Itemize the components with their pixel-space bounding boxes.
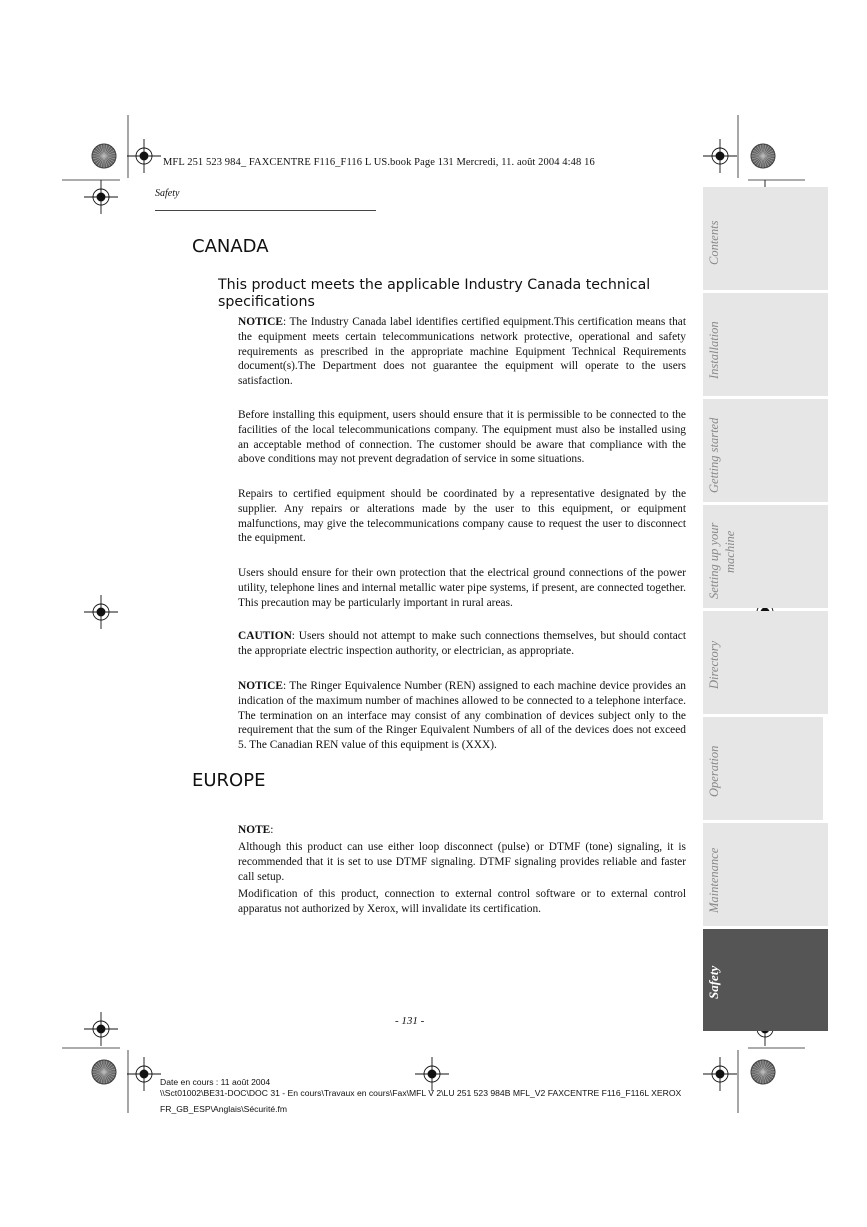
- section-title-canada: CANADA: [192, 236, 269, 257]
- caution-label: CAUTION: [238, 630, 292, 642]
- tab-getting-started[interactable]: [703, 399, 828, 502]
- rosette-mark: [751, 144, 775, 168]
- europe-note-heading: [238, 823, 686, 838]
- rosette-mark: [92, 1060, 116, 1084]
- tab-installation-label: Installation: [707, 321, 721, 379]
- tab-safety-label: Safety: [706, 965, 721, 999]
- crosshair-target-mark: [127, 139, 161, 173]
- rosette-mark: [751, 1060, 775, 1084]
- tab-contents-label: Contents: [707, 220, 721, 265]
- crosshair-target-mark: [84, 180, 118, 214]
- note-label: NOTE: [238, 824, 271, 836]
- canada-subtitle-line2: specifications: [218, 294, 315, 310]
- tab-contents[interactable]: [703, 187, 828, 290]
- tab-operation[interactable]: [703, 717, 823, 820]
- canada-repairs-paragraph: Repairs to certified equipment should be coordinated by a representative designated by the supplier. Any repairs or alterations made by the user to this equipment, or equipment malfunctions, may give the telecommunications company cause to request the user to disconnect the equipment.: [238, 488, 686, 545]
- tab-setting-up[interactable]: [703, 505, 828, 608]
- canada-ground-paragraph: Users should ensure for their own protection that the electrical ground connections of the power utility, telephone lines and internal metallic water pipe systems, if present, are connected together. This precaution may be particularly important in rural areas.: [238, 567, 686, 609]
- tab-directory[interactable]: [703, 611, 828, 714]
- tab-setting-up-label-1: Setting up your: [707, 522, 721, 599]
- crosshair-target-mark: [415, 1057, 449, 1091]
- ren-notice-text: : The Ringer Equivalence Number (REN) assigned to each machine device provides an indication of the maximum number of machines allowed to be connected to a telephone interface. The termination on an interface may consist of any combination of devices subject only to the requirement that the sum of the Ringer Equivalent Numbers of all of the devices does not exceed 5. The Canadian REN value of this equipment is (XXX).: [238, 680, 686, 752]
- notice-label: NOTICE: [238, 316, 283, 328]
- ren-notice-label: NOTICE: [238, 680, 283, 692]
- crosshair-target-mark: [84, 595, 118, 629]
- canada-notice-paragraph: [238, 315, 686, 389]
- notice-text: : The Industry Canada label identifies certified equipment.This certification means that the equipment meets certain telecommunications network protective, operational and safety requirements as prescribed in the appropriate machine Equipment Technical Requirements document(s).The Department does not guarantee the equipment will operate to the users satisfaction.: [238, 316, 686, 388]
- canada-ren-paragraph: [238, 679, 686, 753]
- canada-caution-paragraph: [238, 629, 686, 659]
- footer-date: Date en cours : 11 août 2004: [160, 1077, 271, 1087]
- section-title-europe: EUROPE: [192, 770, 266, 791]
- tab-setting-up-label-2: machine: [723, 530, 737, 573]
- crosshair-target-mark: [703, 1057, 737, 1091]
- tab-directory-label: Directory: [707, 640, 721, 689]
- crosshair-target-mark: [703, 139, 737, 173]
- tab-maintenance[interactable]: [703, 823, 828, 926]
- canada-installing-paragraph: Before installing this equipment, users should ensure that it is permissible to be connected to the facilities of the local telecommunications company. The equipment must also be installed using an acceptable method of connection. The customer should be aware that compliance with the above conditions may not prevent degradation of service in some situations.: [238, 409, 686, 466]
- header-rule: [155, 210, 376, 211]
- running-head: Safety: [155, 188, 180, 199]
- canada-subtitle-line1: This product meets the applicable Industry Canada technical: [218, 277, 651, 293]
- europe-signaling-paragraph: Although this product can use either loop disconnect (pulse) or DTMF (tone) signaling, it is recommended that it is set to use DTMF signaling. DTMF signaling provides reliable and faster call setup.: [238, 841, 686, 883]
- europe-modification-paragraph: Modification of this product, connection to external control software or to external control apparatus not authorized by Xerox, will invalidate its certification.: [238, 888, 686, 915]
- crosshair-target-mark: [84, 1012, 118, 1046]
- footer-file: FR_GB_ESP\Anglais\Sécurité.fm: [160, 1104, 288, 1114]
- print-info-line: MFL 251 523 984_ FAXCENTRE F116_F116 L US.book Page 131 Mercredi, 11. août 2004 4:48 16: [163, 157, 595, 168]
- rosette-mark: [92, 144, 116, 168]
- tab-safety[interactable]: [703, 929, 828, 1031]
- tab-maintenance-label: Maintenance: [707, 847, 721, 913]
- note-colon: :: [270, 824, 274, 836]
- page-number: - 131 -: [395, 1015, 425, 1027]
- crosshair-target-mark: [127, 1057, 161, 1091]
- tab-installation[interactable]: [703, 293, 828, 396]
- footer-path: \\Sct01002\BE31-DOC\DOC 31 - En cours\Travaux en cours\Fax\MFL V 2\LU 251 523 984B MFL_V2 FAXCENTRE F116_F116L XEROX: [160, 1088, 682, 1098]
- caution-text: : Users should not attempt to make such connections themselves, but should contact the appropriate electric inspection authority, or electrician, as appropriate.: [238, 630, 686, 657]
- tab-operation-label: Operation: [707, 745, 721, 797]
- tab-getting-started-label: Getting started: [707, 417, 721, 493]
